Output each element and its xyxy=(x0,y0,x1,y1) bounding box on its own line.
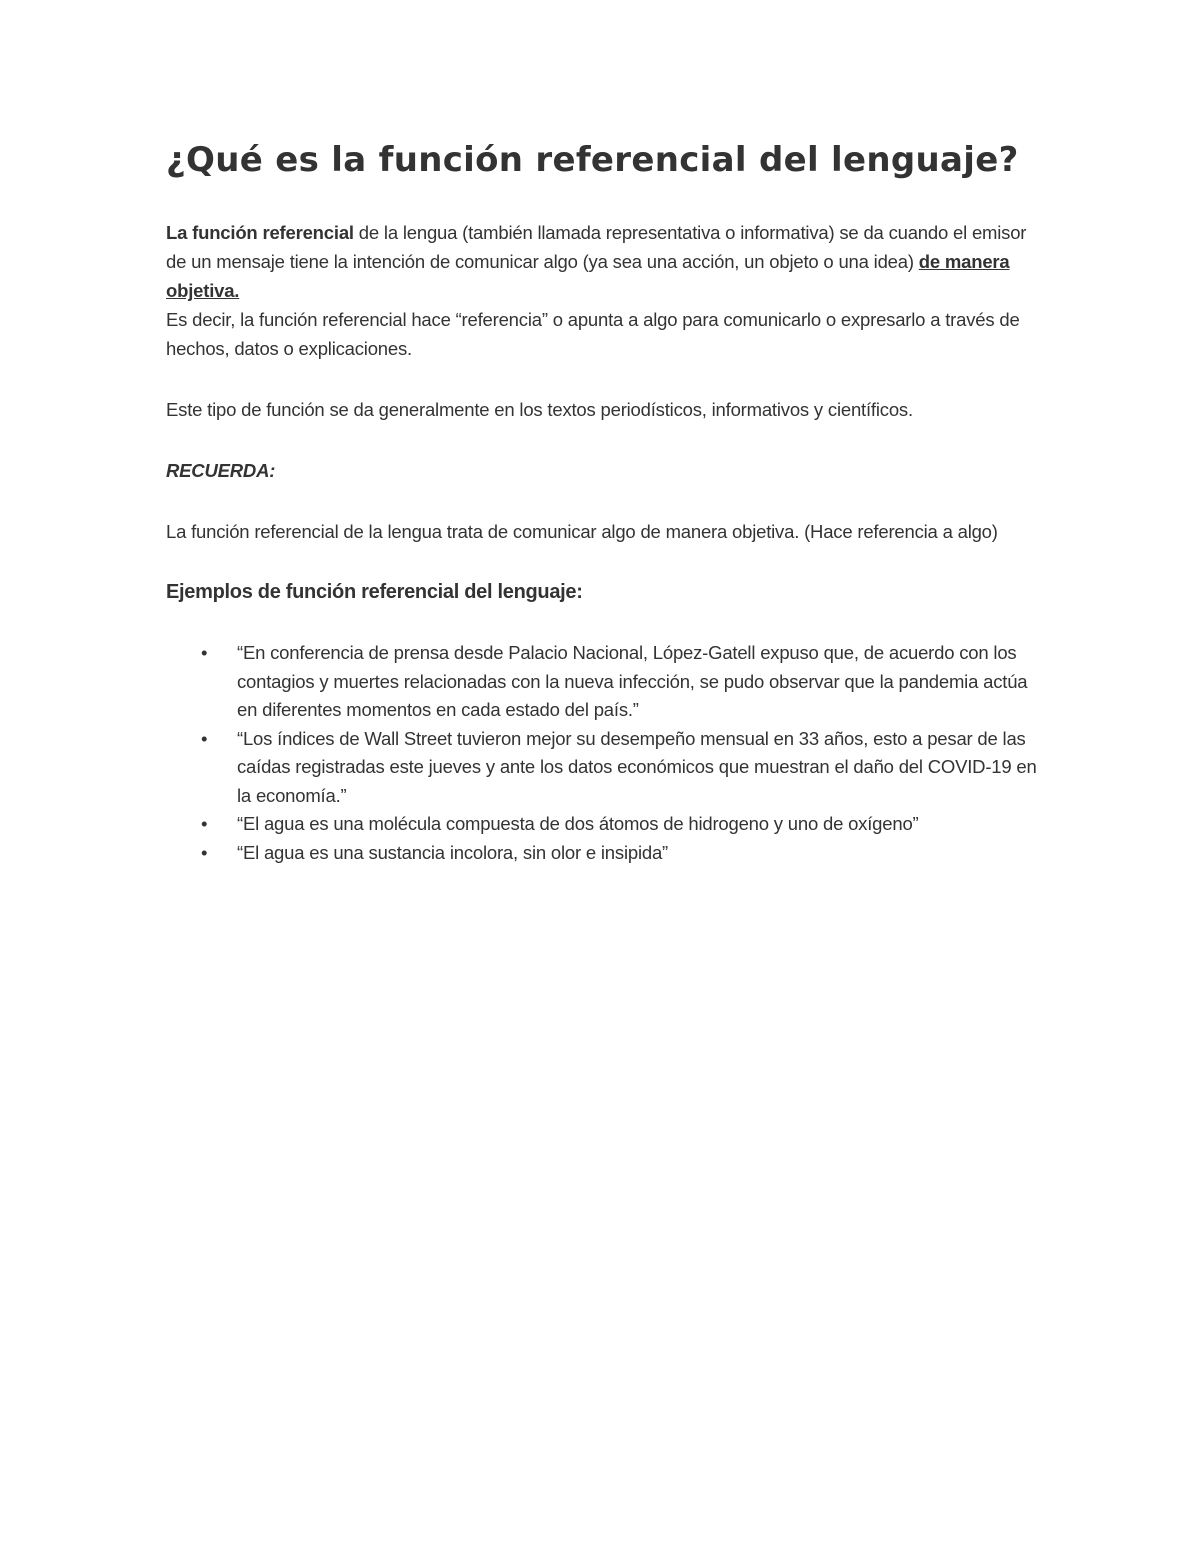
intro-text: de la lengua (también llamada representativa o informativa) se da cuando el emisor de un mensaje tiene la intención de comunicar algo (ya sea una acción, un objeto o una idea) xyxy=(166,222,1027,272)
page-title: ¿Qué es la función referencial del lenguaje? xyxy=(166,140,1019,180)
paragraph-summary: La función referencial de la lengua trata de comunicar algo de manera objetiva. (Hace referencia a algo) xyxy=(166,521,998,542)
example-text: “El agua es una molécula compuesta de dos átomos de hidrogeno y uno de oxígeno” xyxy=(237,813,919,834)
bullet-icon: • xyxy=(201,642,208,663)
bullet-icon: • xyxy=(201,813,208,834)
list-item xyxy=(201,810,1046,839)
recuerda-label: RECUERDA: xyxy=(166,460,276,481)
intro-underlined: de manera objetiva. xyxy=(166,251,1010,301)
examples-heading: Ejemplos de función referencial del lenguaje: xyxy=(166,581,583,603)
list-item xyxy=(201,725,1046,811)
document-page xyxy=(166,138,1046,867)
intro-paragraph xyxy=(166,218,1046,305)
intro-explanation: Es decir, la función referencial hace “referencia” o apunta a algo para comunicarlo o expresarlo a través de hechos, datos o explicaciones. xyxy=(166,309,1020,359)
example-text: “Los índices de Wall Street tuvieron mejor su desempeño mensual en 33 años, esto a pesar de las caídas registradas este jueves y ante los datos económicos que muestran el daño del COVID-19 en la economía.” xyxy=(237,727,1037,806)
list-item xyxy=(201,639,1046,725)
bullet-icon: • xyxy=(201,727,208,749)
example-text: “El agua es una sustancia incolora, sin olor e insipida” xyxy=(237,841,668,863)
example-text: “En conferencia de prensa desde Palacio Nacional, López-Gatell expuso que, de acuerdo con los contagios y muertes relacionadas con la nueva infección, se pudo observar que la pandemia actúa en diferentes momentos en cada estado del país.” xyxy=(237,642,1028,720)
examples-list xyxy=(166,639,1046,867)
paragraph-text-types: Este tipo de función se da generalmente en los textos periodísticos, informativos y científicos. xyxy=(166,399,913,420)
intro-bold-lead: La función referencial xyxy=(166,222,354,243)
list-item xyxy=(201,839,1046,868)
bullet-icon: • xyxy=(201,841,208,863)
